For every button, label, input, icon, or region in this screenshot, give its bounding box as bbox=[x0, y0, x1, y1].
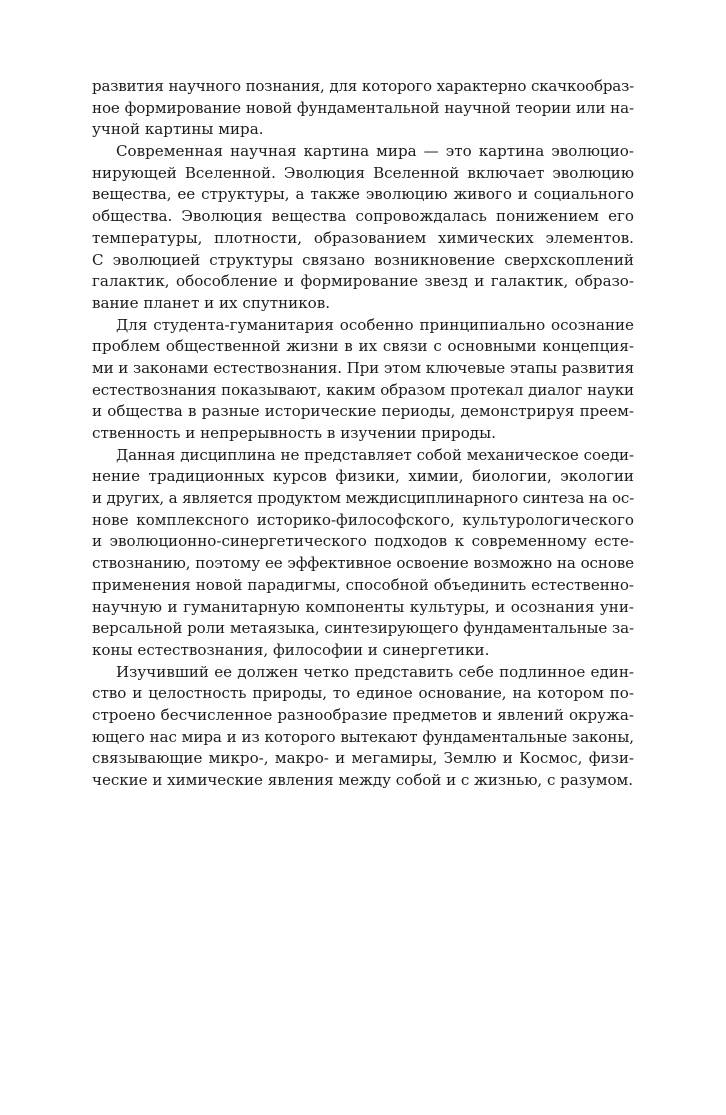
text-line: связывающие микро-, макро- и мегамиры, Землю и Космос, физи- bbox=[92, 749, 634, 768]
text-line: Изучивший ее должен четко представить себе подлинное един- bbox=[116, 662, 634, 681]
text-line: ми и законами естествознания. При этом ключевые этапы развития bbox=[92, 358, 634, 377]
text-line: строено бесчисленное разнообразие предметов и явлений окружа- bbox=[92, 705, 634, 724]
text-line: температуры, плотности, образованием химических элементов. bbox=[92, 228, 634, 247]
text-line: ственность и непрерывность в изучении природы. bbox=[92, 424, 496, 442]
text-line: естествознания показывают, каким образом протекал диалог науки bbox=[92, 380, 634, 399]
text-line: общества. Эволюция вещества сопровождалась понижением его bbox=[92, 207, 634, 226]
text-line: ствознанию, поэтому ее эффективное освоение возможно на основе bbox=[92, 554, 634, 573]
text-line: развития научного познания, для которого характерно скачкообраз- bbox=[92, 77, 634, 95]
text-line: ющего нас мира и из которого вытекают фундаментальные законы, bbox=[92, 727, 634, 746]
text-line: коны естествознания, философии и синергетики. bbox=[92, 640, 490, 659]
text-line: Для студента-гуманитария особенно принципиально осознание bbox=[116, 315, 634, 334]
text-line: и других, а является продуктом междисциплинарного синтеза на ос- bbox=[92, 489, 634, 508]
text-line: С эволюцией структуры связано возникновение сверхскоплений bbox=[92, 250, 634, 269]
text-line: Современная научная картина мира — это картина эволюцио- bbox=[116, 142, 634, 161]
text-line: нирующей Вселенной. Эволюция Вселенной включает эволюцию bbox=[92, 163, 634, 182]
paragraph-5 bbox=[92, 662, 634, 792]
paragraph-4 bbox=[92, 445, 634, 662]
text-line: версальной роли метаязыка, синтезирующего фундаментальные за- bbox=[92, 619, 634, 638]
text-line: Данная дисциплина не представляет собой механическое соеди- bbox=[116, 445, 634, 464]
paragraph-2 bbox=[92, 141, 634, 315]
text-line: научную и гуманитарную компоненты культуры, и осознания уни- bbox=[92, 597, 634, 616]
text-line: галактик, обособление и формирование звезд и галактик, образо- bbox=[92, 272, 634, 291]
text-line: вещества, ее структуры, а также эволюцию живого и социального bbox=[92, 185, 634, 204]
text-line: вание планет и их спутников. bbox=[92, 293, 331, 312]
paragraph-1 bbox=[92, 76, 634, 141]
text-line: ческие и химические явления между собой и с жизнью, с разумом. bbox=[92, 771, 633, 789]
text-line: нове комплексного историко-философского, культурологического bbox=[92, 510, 634, 529]
text-line: ное формирование новой фундаментальной научной теории или на- bbox=[92, 98, 634, 117]
paragraph-3 bbox=[92, 315, 634, 445]
text-line: и общества в разные исторические периоды, демонстрируя преем- bbox=[92, 402, 634, 421]
text-line: ство и целостность природы, то единое основание, на котором по- bbox=[92, 684, 634, 703]
text-line: нение традиционных курсов физики, химии, биологии, экологии bbox=[92, 467, 634, 486]
text-line: учной картины мира. bbox=[92, 120, 264, 139]
text-line: проблем общественной жизни в их связи с основными концепция- bbox=[92, 337, 634, 356]
text-line: применения новой парадигмы, способной объединить естественно- bbox=[92, 575, 634, 594]
body-text bbox=[92, 76, 634, 792]
text-line: и эволюционно-синергетического подходов к современному есте- bbox=[92, 532, 634, 551]
